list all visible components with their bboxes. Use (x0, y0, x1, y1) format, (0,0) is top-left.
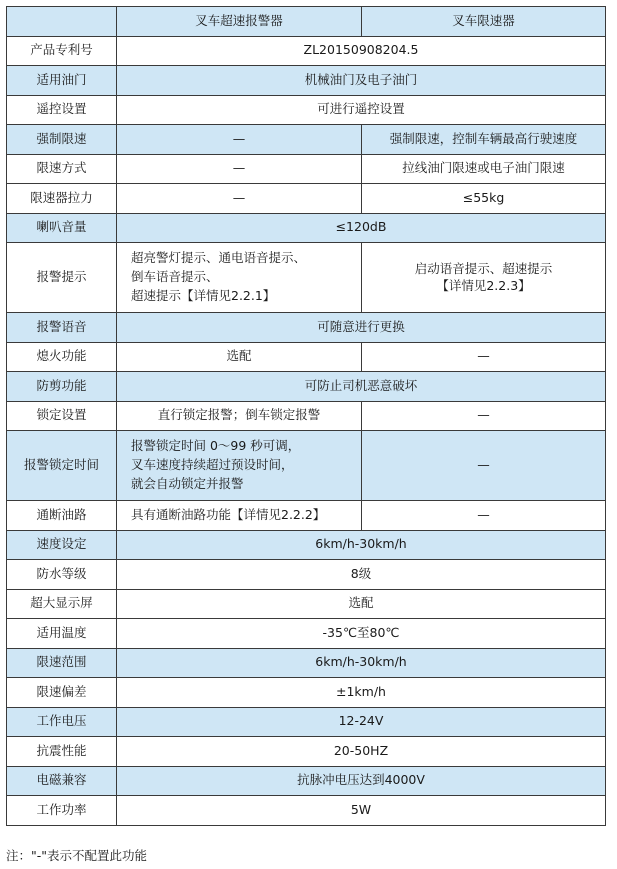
table-row (7, 431, 606, 501)
row-label: 报警提示 (7, 243, 117, 313)
header-overspeed-alarm: 叉车超速报警器 (117, 7, 362, 37)
table-row (7, 36, 606, 66)
row-value: 6km/h-30km/h (117, 530, 606, 560)
table-row (7, 313, 606, 343)
header-row (7, 7, 606, 37)
row-label: 遥控设置 (7, 95, 117, 125)
table-row (7, 342, 606, 372)
table-row (7, 619, 606, 649)
alarm-cell: 具有通断油路功能【详情见2.2.2】 (117, 501, 362, 531)
row-value: 选配 (117, 589, 606, 619)
row-value: 抗脉冲电压达到4000V (117, 766, 606, 796)
row-label: 限速器拉力 (7, 184, 117, 214)
limiter-cell: — (362, 342, 606, 372)
row-label: 抗震性能 (7, 737, 117, 767)
row-label: 速度设定 (7, 530, 117, 560)
alarm-cell (117, 243, 362, 313)
lock-time-line: 就会自动锁定并报警 (131, 475, 244, 491)
row-label: 适用油门 (7, 66, 117, 96)
footnote: 注："-"表示不配置此功能 (6, 848, 148, 863)
row-value: 可防止司机恶意破坏 (117, 372, 606, 402)
row-label: 电磁兼容 (7, 766, 117, 796)
row-label: 锁定设置 (7, 401, 117, 431)
row-label: 工作电压 (7, 707, 117, 737)
row-label: 防水等级 (7, 560, 117, 590)
table-row (7, 243, 606, 313)
lock-time-line: 报警锁定时间 0～99 秒可调， (131, 438, 301, 454)
row-label: 限速范围 (7, 648, 117, 678)
table-row (7, 678, 606, 708)
table-row (7, 648, 606, 678)
row-value: 12-24V (117, 707, 606, 737)
lock-time-line: 叉车速度持续超过预设时间， (131, 457, 294, 473)
row-value: 可进行遥控设置 (117, 95, 606, 125)
row-value: ZL20150908204.5 (117, 36, 606, 66)
row-label: 产品专利号 (7, 36, 117, 66)
row-label: 强制限速 (7, 125, 117, 155)
row-label: 适用温度 (7, 619, 117, 649)
row-value: 8级 (117, 560, 606, 590)
row-value: 20-50HZ (117, 737, 606, 767)
row-label: 防剪功能 (7, 372, 117, 402)
limiter-cell: — (362, 431, 606, 501)
row-value: 5W (117, 796, 606, 826)
row-value: 可随意进行更换 (117, 313, 606, 343)
row-value: 机械油门及电子油门 (117, 66, 606, 96)
table-row (7, 154, 606, 184)
row-value: -35℃至80℃ (117, 619, 606, 649)
limiter-cell: — (362, 501, 606, 531)
row-label: 报警语音 (7, 313, 117, 343)
table-row (7, 501, 606, 531)
row-value: ≤120dB (117, 213, 606, 243)
alarm-cell: 选配 (117, 342, 362, 372)
header-speed-limiter: 叉车限速器 (362, 7, 606, 37)
table-row (7, 95, 606, 125)
table-row (7, 707, 606, 737)
row-label: 熄火功能 (7, 342, 117, 372)
limiter-tip-line: 启动语音提示、超速提示 (414, 260, 553, 276)
limiter-cell (362, 243, 606, 313)
alarm-cell: — (117, 125, 362, 155)
limiter-cell: ≤55kg (362, 184, 606, 214)
row-label: 限速偏差 (7, 678, 117, 708)
table-row (7, 560, 606, 590)
row-label: 通断油路 (7, 501, 117, 531)
limiter-cell: 拉线油门限速或电子油门限速 (362, 154, 606, 184)
limiter-tip-line: 【详情见2.2.3】 (436, 277, 531, 293)
row-label: 超大显示屏 (7, 589, 117, 619)
table-row (7, 589, 606, 619)
limiter-cell: 强制限速，控制车辆最高行驶速度 (362, 125, 606, 155)
row-value: ±1km/h (117, 678, 606, 708)
row-value: 6km/h-30km/h (117, 648, 606, 678)
table-row (7, 125, 606, 155)
table-row (7, 372, 606, 402)
alarm-tip-line: 超速提示【详情见2.2.1】 (131, 287, 276, 303)
table-row (7, 530, 606, 560)
alarm-cell: 直行锁定报警；倒车锁定报警 (117, 401, 362, 431)
table-row (7, 766, 606, 796)
alarm-tip-line: 倒车语音提示、 (131, 269, 219, 285)
alarm-cell (117, 431, 362, 501)
table-row (7, 401, 606, 431)
spec-comparison-table (6, 6, 606, 826)
row-label: 报警锁定时间 (7, 431, 117, 501)
alarm-cell: — (117, 154, 362, 184)
header-empty-cell (7, 7, 117, 37)
table-row (7, 66, 606, 96)
row-label: 喇叭音量 (7, 213, 117, 243)
alarm-cell: — (117, 184, 362, 214)
table-row (7, 796, 606, 826)
table-row (7, 737, 606, 767)
row-label: 工作功率 (7, 796, 117, 826)
limiter-cell: — (362, 401, 606, 431)
alarm-tip-line: 超亮警灯提示、通电语音提示、 (131, 250, 307, 266)
row-label: 限速方式 (7, 154, 117, 184)
table-row (7, 184, 606, 214)
table-row (7, 213, 606, 243)
